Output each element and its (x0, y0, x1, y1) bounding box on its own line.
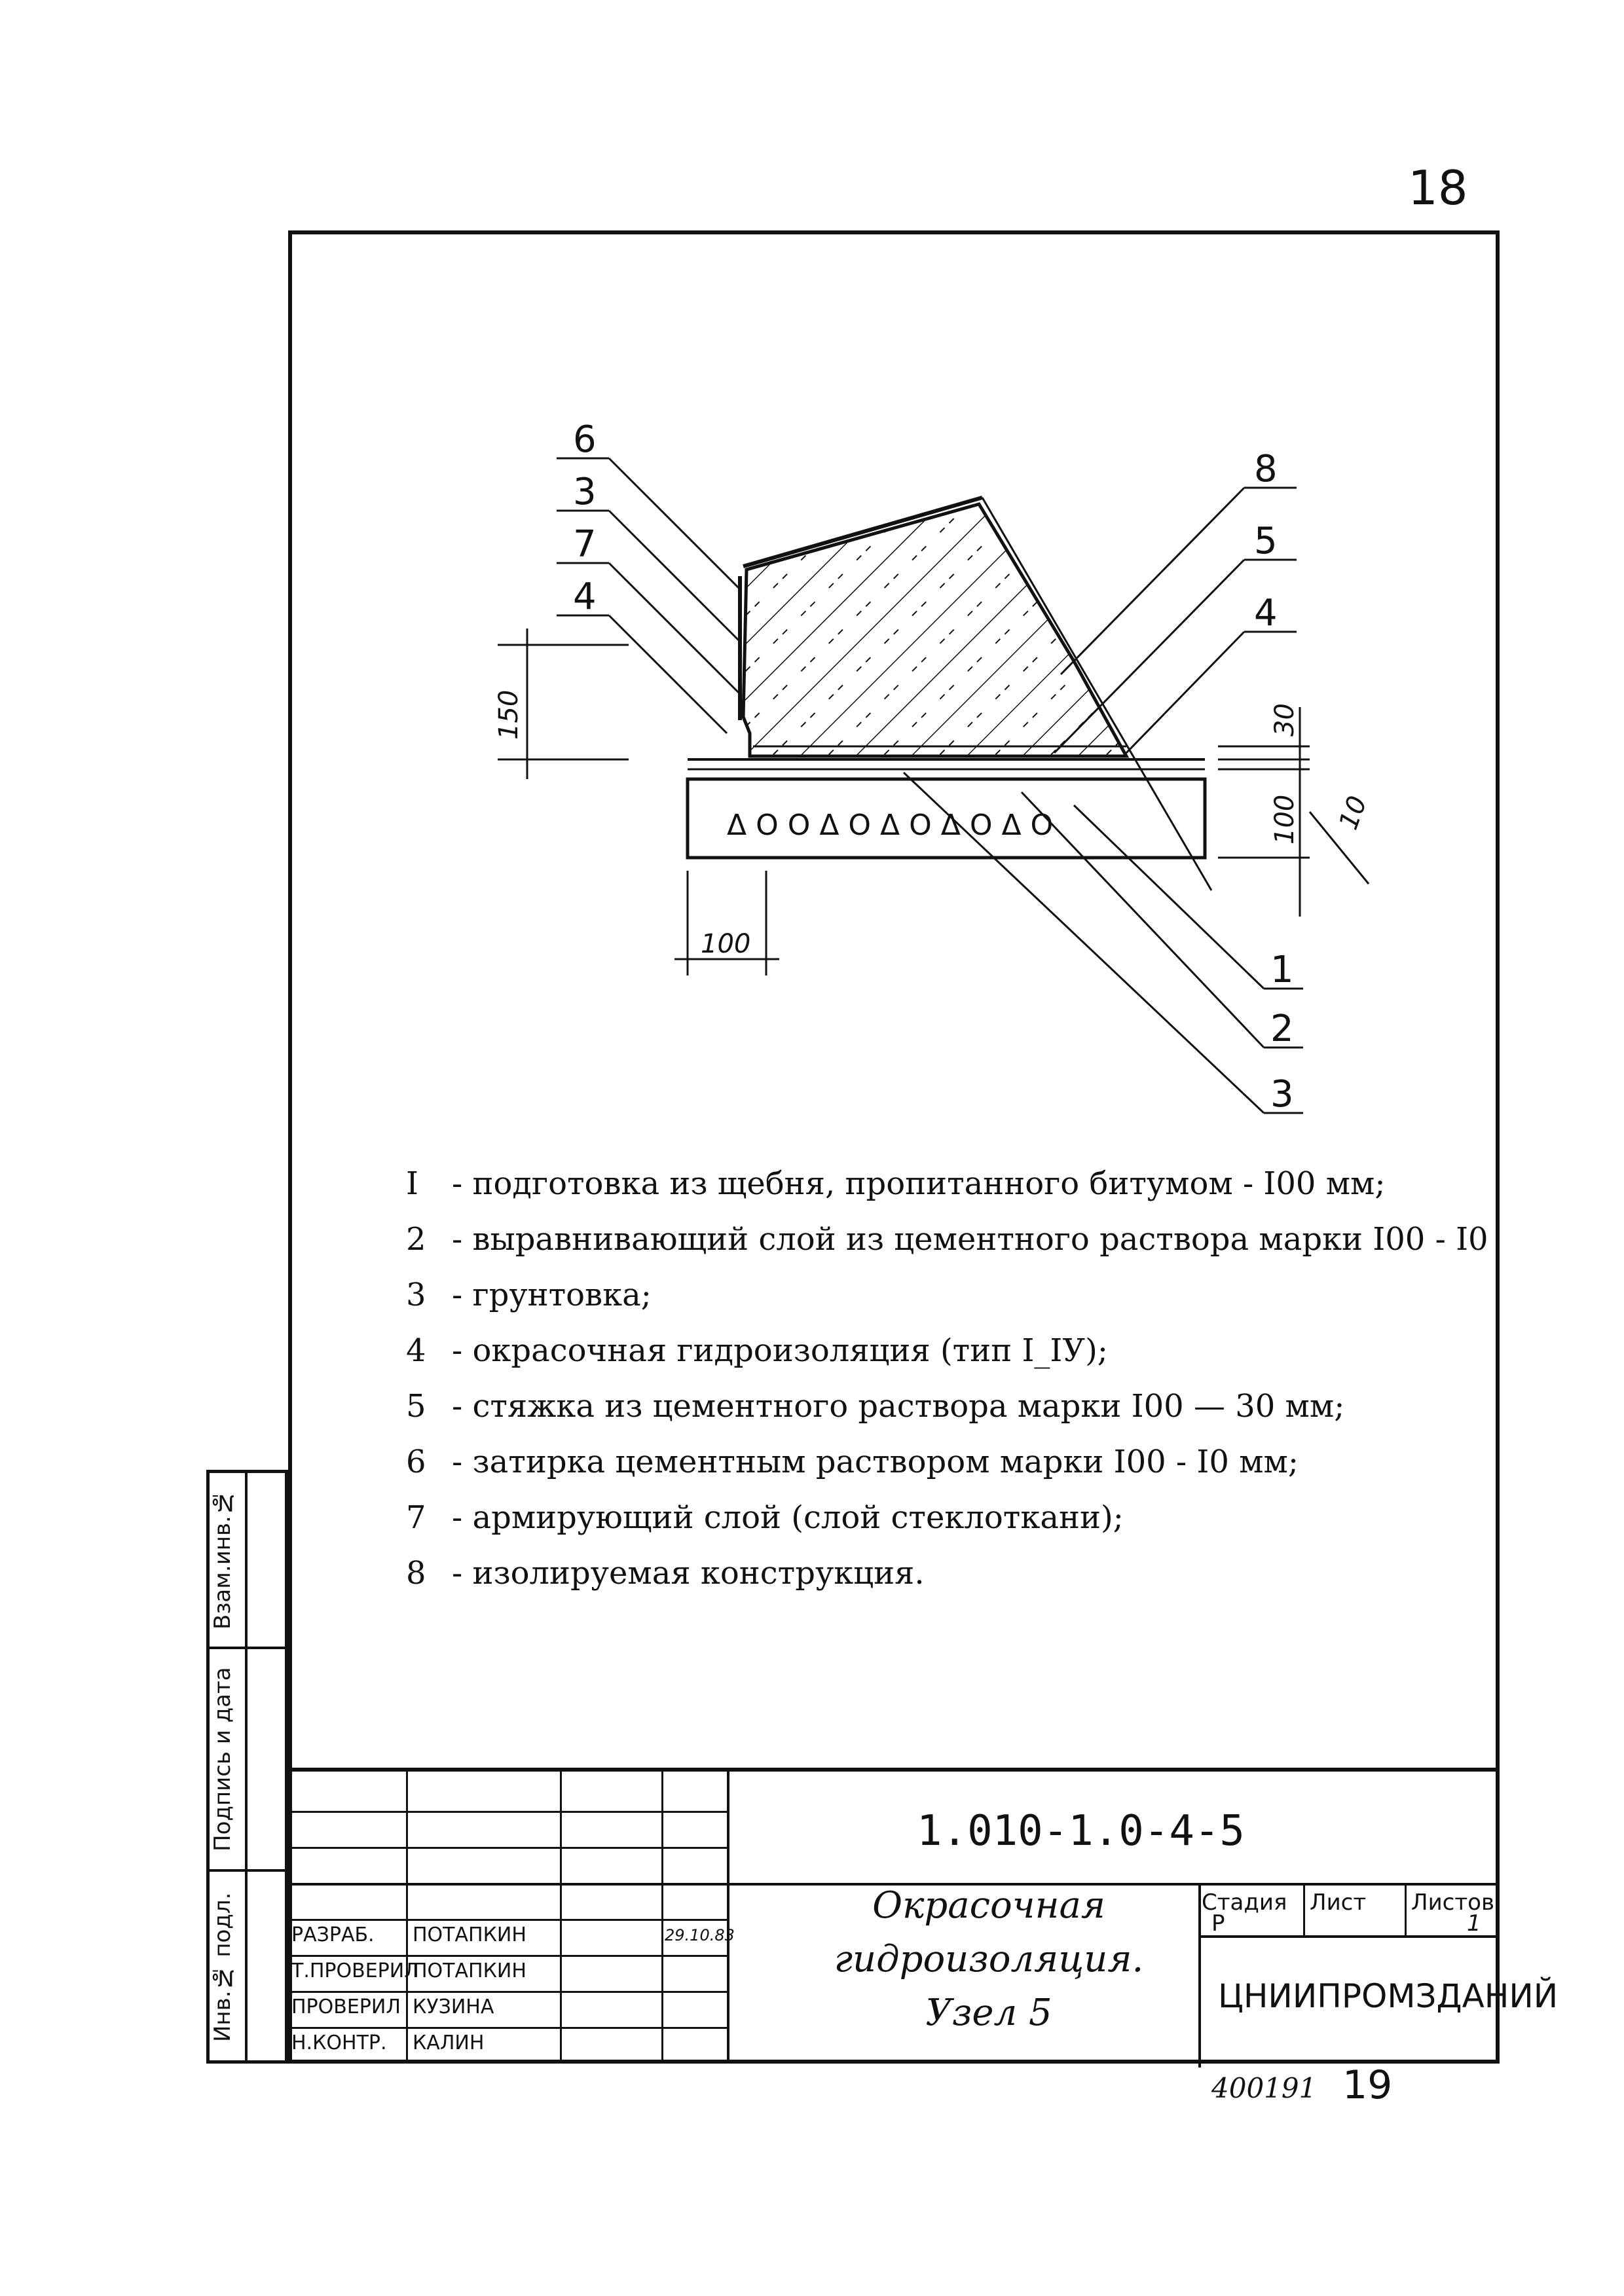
date-developer: 29.10.83 (665, 1926, 735, 1944)
legend-item: 7 - армирующий слой (слой стеклоткани); (406, 1499, 1124, 1536)
dim-150: 150 (494, 689, 524, 740)
side-stamp-strip (206, 1470, 288, 2064)
drawing-title: Окрасочная гидроизоляция. Узел 5 (834, 1884, 1144, 2034)
sheet-header: Лист (1310, 1889, 1367, 1916)
role-developer: РАЗРАБ. (291, 1923, 375, 1946)
name-checker: КУЗИНА (413, 1995, 494, 2018)
insulated-structure (743, 504, 1126, 756)
page-number: 18 (1408, 160, 1468, 215)
legend-item: 3 - грунтовка; (406, 1277, 652, 1313)
legend (406, 1165, 1488, 1611)
callout-3b: 3 (1270, 1073, 1294, 1116)
callout-4: 4 (573, 575, 597, 618)
role-norm-control: Н.КОНТР. (291, 2032, 387, 2054)
name-norm-control: КАЛИН (413, 2032, 485, 2054)
callout-7: 7 (573, 523, 597, 566)
inventory-page: 19 (1342, 2062, 1393, 2108)
replaced-inventory-label: Взам.инв.№ (210, 1489, 236, 1630)
legend-item: I - подготовка из щебня, пропитанного битумом - I00 мм; (406, 1165, 1386, 1202)
stage-header: Стадия (1202, 1889, 1287, 1916)
callout-8: 8 (1254, 448, 1278, 490)
dim-30: 30 (1270, 703, 1300, 737)
name-developer: ПОТАПКИН (413, 1923, 526, 1946)
document-code: 1.010-1.0-4-5 (917, 1807, 1245, 1855)
dim-100-right: 100 (1270, 794, 1300, 845)
callout-3: 3 (573, 471, 597, 513)
svg-text:Δ O O Δ O Δ O Δ O Δ O: Δ O O Δ O Δ O Δ O Δ O (727, 809, 1054, 842)
callout-5: 5 (1254, 520, 1278, 562)
dim-10: 10 (1333, 792, 1373, 834)
inventory-number: 400191 (1211, 2072, 1317, 2104)
legend-item: 2 - выравнивающий слой из цементного раствора марки I00 - I0 (406, 1221, 1488, 1258)
legend-item: 4 - окрасочная гидроизоляция (тип I_IУ); (406, 1332, 1108, 1369)
callout-2: 2 (1270, 1008, 1294, 1050)
signature-date-label: Подпись и дата (210, 1667, 236, 1852)
name-tech-checker: ПОТАПКИН (413, 1959, 526, 1982)
legend-item: 6 - затирка цементным раствором марки I00 - I0 мм; (406, 1444, 1299, 1480)
dim-100-bottom: 100 (701, 929, 751, 959)
sheets-header: Листов (1411, 1889, 1495, 1916)
callout-1: 1 (1270, 949, 1294, 991)
legend-item: 5 - стяжка из цементного раствора марки I00 — 30 мм; (406, 1388, 1345, 1425)
callout-6: 6 (573, 418, 597, 461)
role-checker: ПРОВЕРИЛ (291, 1995, 401, 2018)
stage-value: Р (1211, 1910, 1225, 1937)
role-tech-checker: Т.ПРОВЕРИЛ (291, 1959, 419, 1982)
callout-4b: 4 (1254, 592, 1278, 634)
legend-item: 8 - изолируемая конструкция. (406, 1555, 925, 1592)
sheet-value: 1 (1467, 1910, 1481, 1937)
organization-name: ЦНИИПРОМЗДАНИЙ (1218, 1977, 1559, 2015)
original-inventory-label: Инв.№ подл. (210, 1892, 236, 2043)
